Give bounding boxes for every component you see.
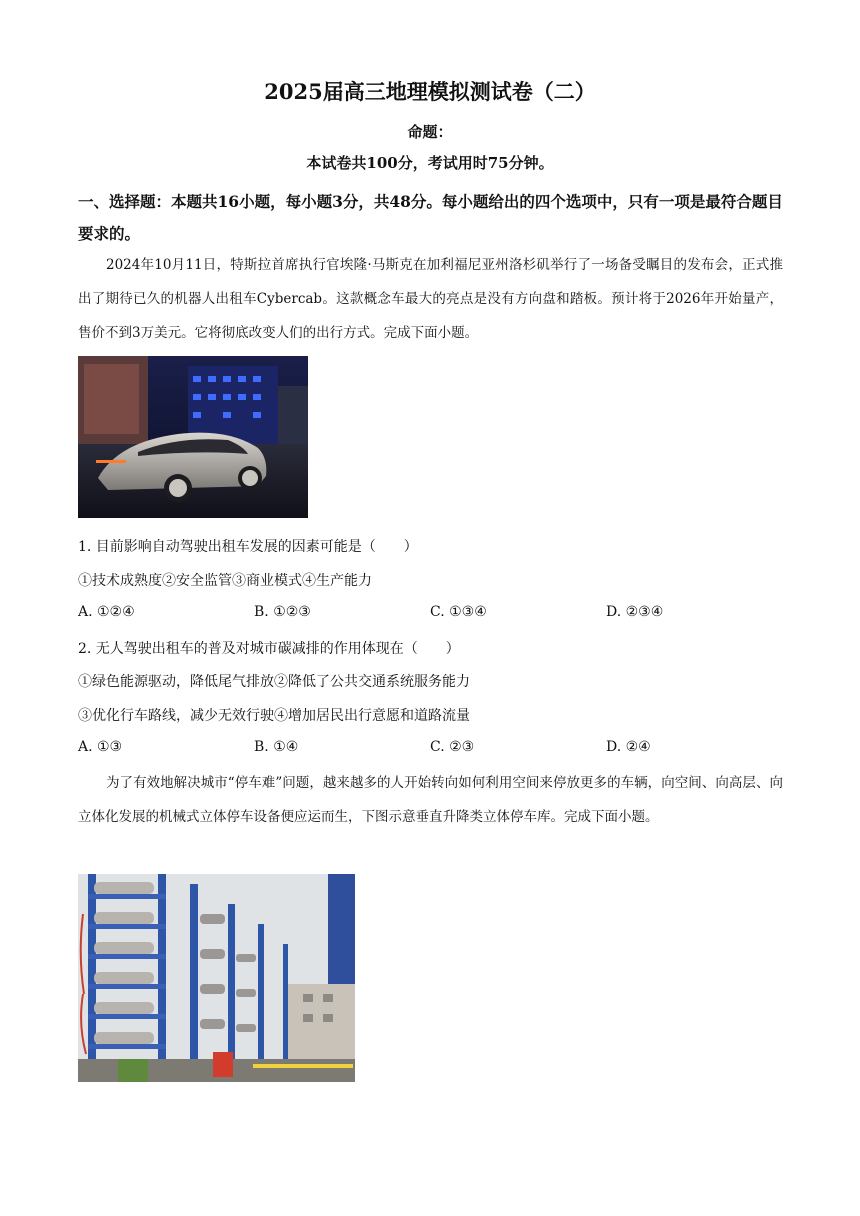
question-2-items-line2: ③优化行车路线，减少无效行驶④增加居民出行意愿和道路流量 bbox=[78, 708, 470, 724]
q1-option-b[interactable]: B. ①②③ bbox=[254, 604, 311, 620]
q1-option-d[interactable]: D. ②③④ bbox=[606, 604, 664, 620]
exam-title: 2025届高三地理模拟测试卷（二） bbox=[264, 79, 596, 104]
parking-garage-illustration bbox=[78, 874, 355, 1082]
q2-option-d[interactable]: D. ②④ bbox=[606, 739, 651, 755]
question-2-items-line1: ①绿色能源驱动，降低尾气排放②降低了公共交通系统服务能力 bbox=[78, 674, 470, 690]
q1-option-c[interactable]: C. ①③④ bbox=[430, 604, 487, 620]
question-1-stem: 1. 目前影响自动驾驶出租车发展的因素可能是（ ） bbox=[78, 539, 418, 555]
q1-option-a[interactable]: A. ①②④ bbox=[78, 604, 135, 620]
cybercab-illustration bbox=[78, 356, 308, 518]
author-label: 命题： bbox=[407, 123, 453, 141]
q2-option-c[interactable]: C. ②③ bbox=[430, 739, 475, 755]
passage-parking: 为了有效地解决城市“停车难”问题，越来越多的人开始转向如何利用空间来停放更多的车辆，向空间、向高层、向立体化发展的机械式立体停车设备便应运而生，下图示意垂直升降类立体停车库。完成下面小题。 bbox=[78, 775, 783, 825]
question-1-items: ①技术成熟度②安全监管③商业模式④生产能力 bbox=[78, 573, 372, 589]
passage-cybercab: 2024年10月11日，特斯拉首席执行官埃隆·马斯克在加利福尼亚州洛杉矶举行了一场备受瞩目的发布会，正式推出了期待已久的机器人出租车Cybercab。这款概念车最大的亮点是没有方向盘和踏板。预计将于2026年开始量产，售价不到3万美元。它将彻底改变人们的出行方式。完成下面小题。 bbox=[78, 257, 783, 341]
parking-garage-photo bbox=[78, 874, 355, 1082]
exam-info: 本试卷共100分，考试用时75分钟。 bbox=[306, 154, 554, 172]
section-heading: 一、选择题：本题共16小题，每小题3分，共48分。每小题给出的四个选项中，只有一项是最符合题目要求的。 bbox=[78, 192, 783, 243]
cybercab-photo bbox=[78, 356, 308, 518]
q2-option-b[interactable]: B. ①④ bbox=[254, 739, 299, 755]
question-2-stem: 2. 无人驾驶出租车的普及对城市碳减排的作用体现在（ ） bbox=[78, 641, 460, 657]
q2-option-a[interactable]: A. ①③ bbox=[78, 739, 123, 755]
